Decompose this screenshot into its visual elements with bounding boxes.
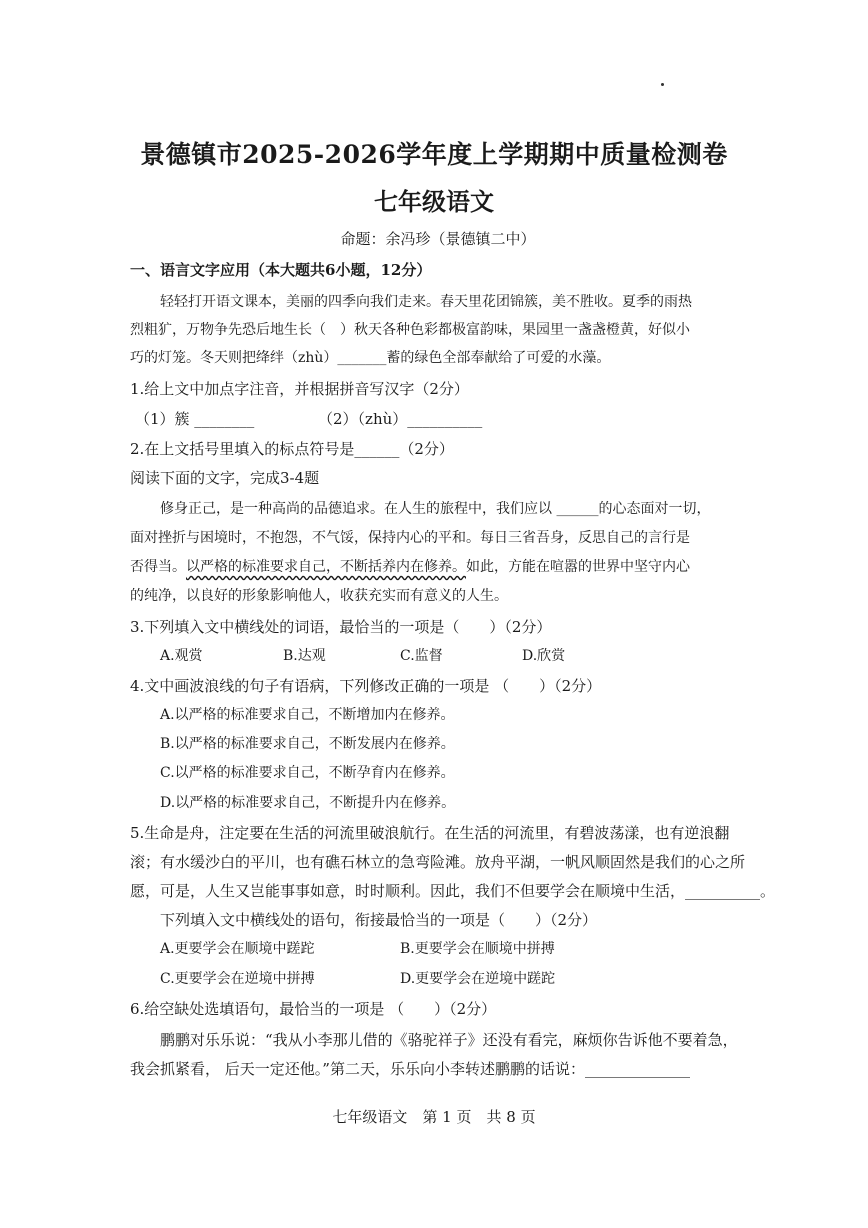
q5-line1: 5.生命是舟，注定要在生活的河流里破浪航行。在生活的河流里，有碧波荡漾，也有逆浪翻 (130, 824, 730, 842)
question-3: 3.下列填入文中横线处的词语，最恰当的一项是（ ）（2分） (130, 618, 552, 636)
passage2-line3 (130, 556, 690, 576)
q5-option-a[interactable]: A.更要学会在顺境中蹉跎 (160, 941, 315, 957)
question-6: 6.给空缺处选填语句，最恰当的一项是 （ ）（2分） (130, 1000, 497, 1018)
exam-author: 命题：余冯珍（景德镇二中） (340, 230, 536, 248)
q5-line3: 愿，可是，人生又岂能事事如意，时时顺利。因此，我们不但要学会在顺境中生活，__________。 (130, 882, 776, 900)
question-1: 1.给上文中加点字注音，并根据拼音写汉字（2分） (130, 380, 469, 398)
q3-option-a[interactable]: A.观赏 (160, 648, 203, 664)
passage2-line3-start: 否得当。 (130, 559, 186, 575)
q5-option-d[interactable]: D.更要学会在逆境中蹉跎 (400, 971, 556, 987)
passage2-line1: 修身正己，是一种高尚的品德追求。在人生的旅程中，我们应以 ______的心态面对一切， (160, 501, 711, 517)
q1-blank-1[interactable]: （1）簇 ________ (135, 410, 255, 428)
question-2: 2.在上文括号里填入的标点符号是______（2分） (130, 440, 454, 458)
exam-title: 景德镇市2025-2026学年度上学期期中质量检测卷 (140, 140, 728, 169)
passage1-line2: 烈粗犷，万物争先恐后地生长（ ）秋天各种色彩都极富韵味，果园里一盏盏橙黄，好似小 (130, 322, 690, 338)
page-footer: 七年级语文 第 1 页 共 8 页 (332, 1108, 536, 1126)
passage2-line3-end: 如此，方能在喧嚣的世界中坚守内心 (466, 559, 690, 575)
passage2-line4: 的纯净，以良好的形象影响他人，收获充实而有意义的人生。 (130, 588, 508, 604)
q5-prompt: 下列填入文中横线处的语句，衔接最恰当的一项是（ ）（2分） (160, 911, 598, 929)
q6-line2: 我会抓紧看， 后天一定还他。”第二天，乐乐向小李转述鹏鹏的话说：______________ (130, 1060, 690, 1078)
exam-subtitle: 七年级语文 (374, 187, 494, 216)
q4-option-b[interactable]: B.以严格的标准要求自己，不断发展内在修养。 (160, 736, 455, 752)
passage2-line2: 面对挫折与困境时，不抱怨，不气馁，保持内心的平和。每日三省吾身，反思自己的言行是 (130, 530, 690, 546)
q6-line1: 鹏鹏对乐乐说：“我从小李那儿借的《骆驼祥子》还没有看完，麻烦你告诉他不要着急， (160, 1031, 738, 1049)
q5-line2: 滚；有水缓沙白的平川，也有礁石林立的急弯险滩。放舟平湖，一帆风顺固然是我们的心之所 (130, 853, 746, 871)
q5-option-c[interactable]: C.更要学会在逆境中拼搏 (160, 971, 315, 987)
scan-speck (661, 83, 664, 86)
q5-option-b[interactable]: B.更要学会在顺境中拼搏 (400, 941, 555, 957)
wavy-underlined-sentence: 以严格的标准要求自己，不断括养内在修养。 (186, 559, 466, 575)
question-4: 4.文中画波浪线的句子有语病，下列修改正确的一项是 （ ）（2分） (130, 677, 602, 695)
passage1-line3: 巧的灯笼。冬天则把绛绊（zhù）_______蓄的绿色全部奉献给了可爱的水藻。 (130, 350, 611, 366)
section-heading: 一、语言文字应用（本大题共6小题，12分） (130, 261, 432, 279)
q1-blank-2[interactable]: （2）（zhù）__________ (318, 410, 483, 428)
q3-option-c[interactable]: C.监督 (400, 648, 443, 664)
q4-option-c[interactable]: C.以严格的标准要求自己，不断孕育内在修养。 (160, 765, 455, 781)
q3-option-b[interactable]: B.达观 (283, 648, 326, 664)
passage1-line1: 轻轻打开语文课本，美丽的四季向我们走来。春天里花团锦簇，美不胜收。夏季的雨热 (160, 294, 692, 310)
q4-option-d[interactable]: D.以严格的标准要求自己，不断提升内在修养。 (160, 795, 456, 811)
intro-3-4: 阅读下面的文字，完成3-4题 (130, 469, 320, 487)
q3-option-d[interactable]: D.欣赏 (522, 648, 566, 664)
q4-option-a[interactable]: A.以严格的标准要求自己，不断增加内在修养。 (160, 707, 455, 723)
